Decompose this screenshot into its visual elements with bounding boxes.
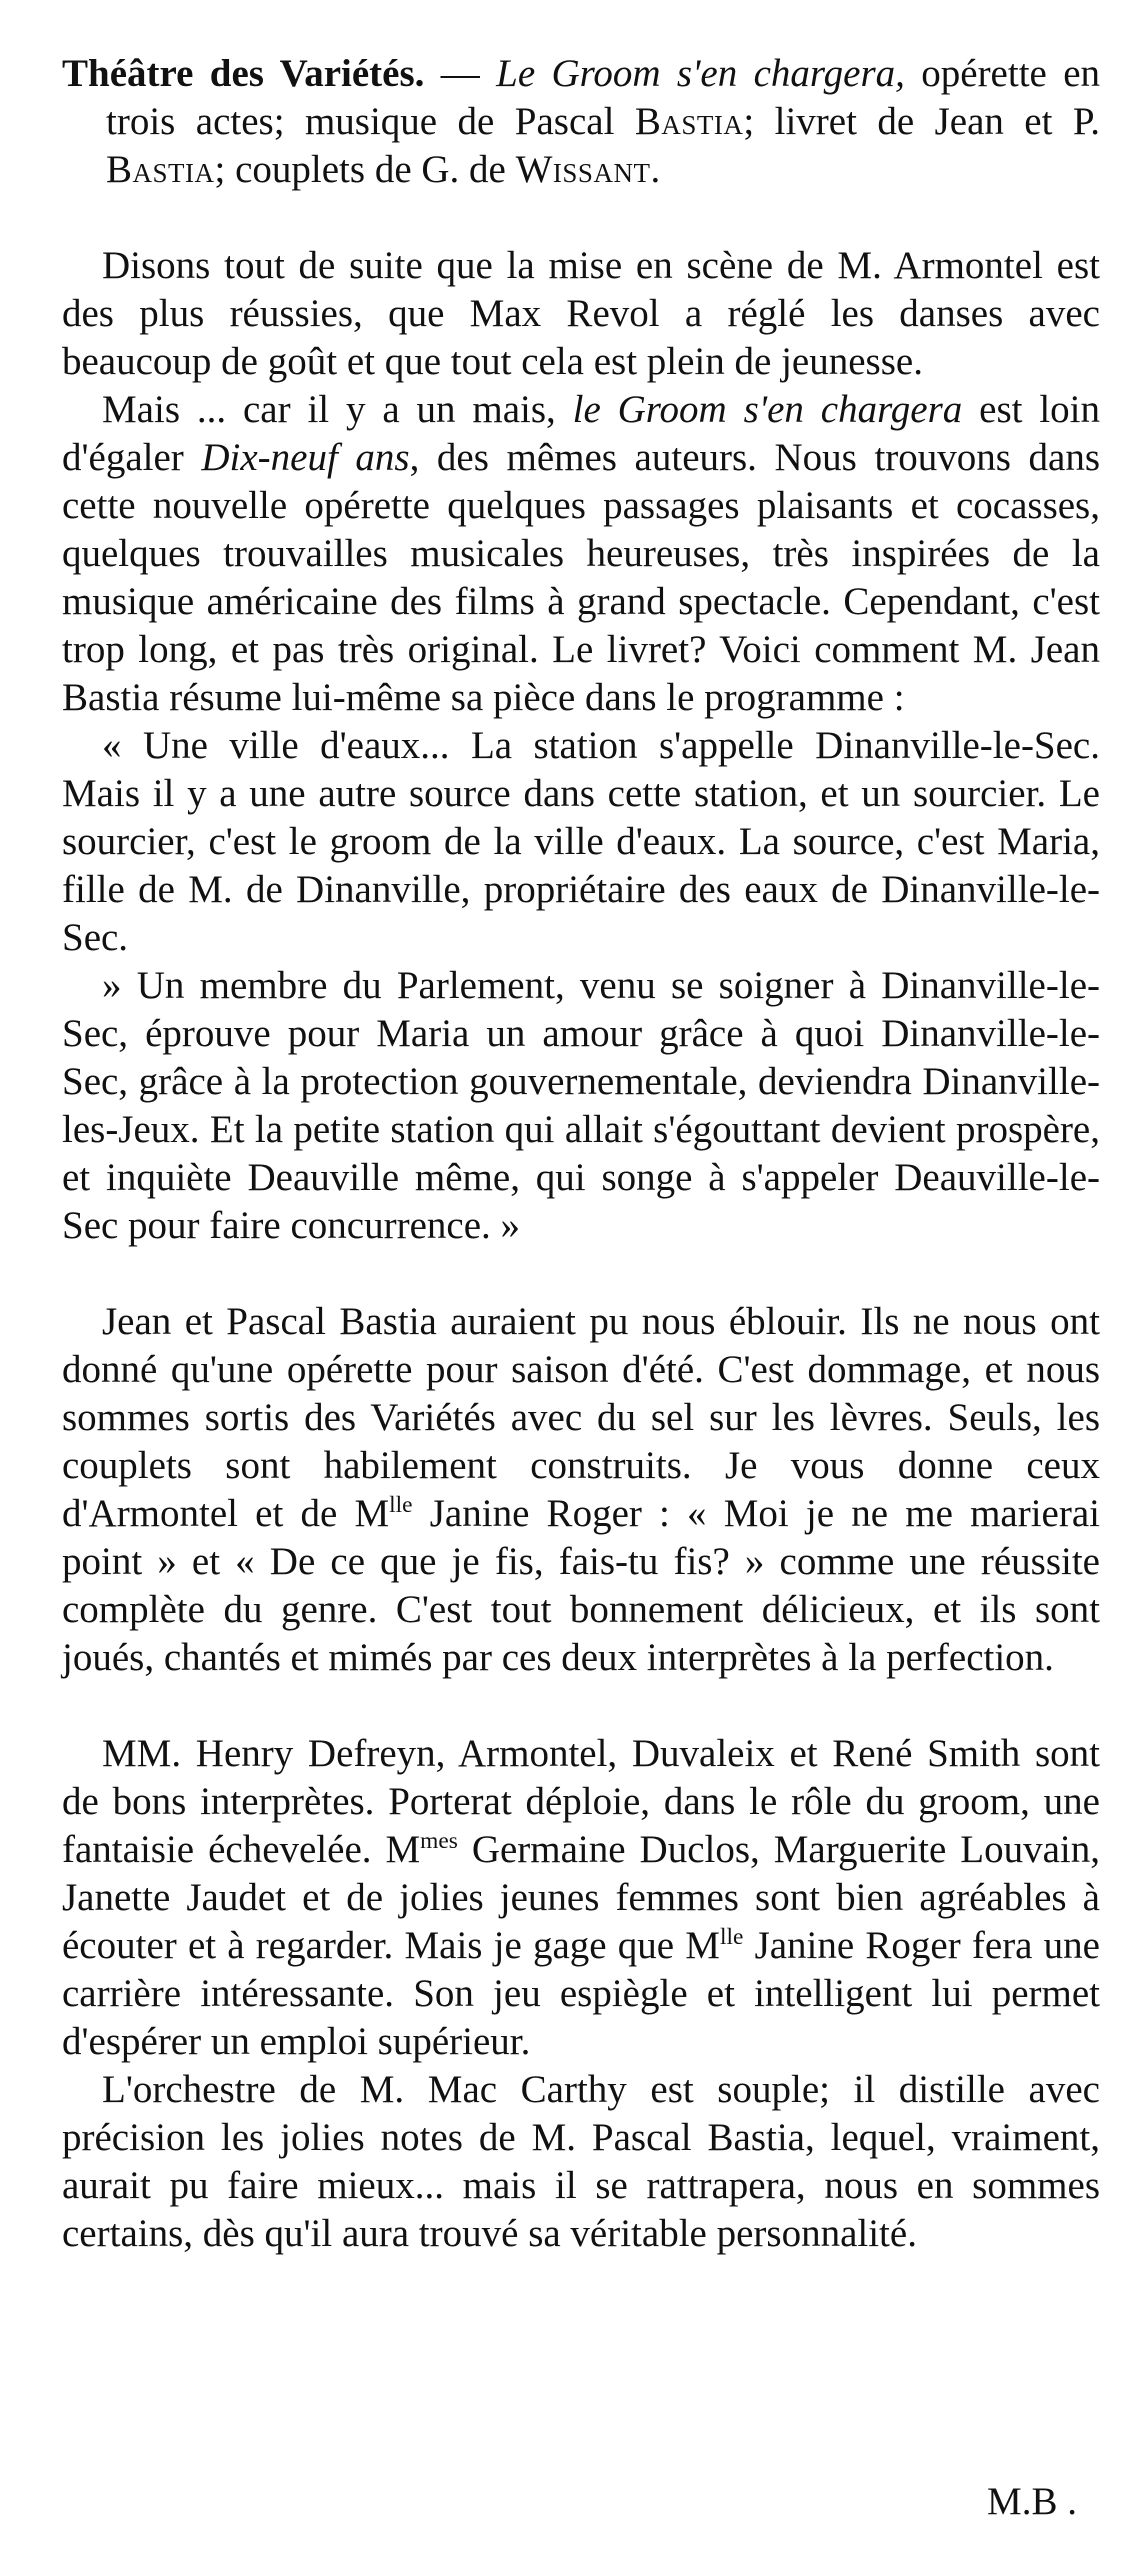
superscript: lle	[719, 1924, 744, 1950]
superscript: mes	[420, 1828, 458, 1854]
composer-name: Bastia	[634, 100, 744, 143]
paragraph-couplets	[62, 1298, 1100, 1682]
paragraph-text: MM. Henry Defreyn, Armontel, Duvaleix et René Smith sont de bons interprètes. Porterat déploie, dans le rôle du groom, une fantaisie échevelée. M	[62, 1732, 1100, 1871]
paragraph-cast	[62, 1730, 1100, 2066]
work-title: Le Groom s'en chargera,	[496, 52, 905, 95]
librettist-name: Bastia	[106, 148, 215, 191]
author-signature: M.B .	[987, 2480, 1077, 2523]
venue-name: Théâtre des Variétés.	[62, 52, 425, 95]
paragraph-staging: Disons tout de suite que la mise en scène de M. Armontel est des plus réussies, que Max Revol a réglé les danses avec beaucoup de goût et que tout cela est plein de jeunesse.	[62, 244, 1100, 383]
quote-synopsis-1: « Une ville d'eaux... La station s'appelle Dinanville-le-Sec. Mais il y a une autre source dans cette station, et un sourcier. Le sourcier, c'est le groom de la ville d'eaux. La source, c'est Maria, fille de M. de Dinanville, propriétaire des eaux de Dinanville-le-Sec.	[62, 724, 1100, 959]
paragraph-text: Mais ... car il y a un mais,	[102, 388, 573, 431]
article-heading	[62, 50, 1100, 194]
superscript: lle	[389, 1492, 413, 1518]
heading-text: opérette en trois actes; musique de Pascal	[106, 52, 1101, 143]
paragraph-critique	[62, 386, 1100, 722]
paragraph-text: Jean et Pascal Bastia auraient pu nous éblouir. Ils ne nous ont donné qu'une opérette pour saison d'été. C'est dommage, et nous sommes sortis des Variétés avec du sel sur les lèvres. Seuls, les couplets sont habilement construits. Je vous donne ceux d'Armontel et de M	[62, 1300, 1100, 1535]
paragraph-text: est loin d'égaler	[62, 388, 1101, 479]
lyricist-name: Wissant	[515, 148, 651, 191]
paragraph-text: Janine Roger fera une carrière intéressante. Son jeu espiègle et intelligent lui permet d'espérer un emploi supérieur.	[62, 1924, 1100, 2063]
paragraph-text: Janine Roger : « Moi je ne me marierai point » et « De ce que je fis, fais-tu fis? » comme une réussite complète du genre. C'est tout bonnement délicieux, et ils sont joués, chantés et mimés par ces deux interprètes à la perfection.	[62, 1492, 1100, 1679]
work-title-ref: Dix-neuf ans	[201, 436, 410, 479]
paragraph-text: Germaine Duclos, Marguerite Louvain, Janette Jaudet et de jolies jeunes femmes sont bien agréables à écouter et à regarder. Mais je gage que M	[62, 1828, 1100, 1967]
work-title-ref: le Groom s'en chargera	[572, 388, 963, 431]
quote-synopsis-2: » Un membre du Parlement, venu se soigner à Dinanville-le-Sec, éprouve pour Maria un amour grâce à quoi Dinanville-le-Sec, grâce à la protection gouvernementale, deviendra Dinanville-les-Jeux. Et la petite station qui allait s'égouttant devient prospère, et inquiète Deauville même, qui songe à s'appeler Deauville-le-Sec pour faire concurrence. »	[62, 964, 1100, 1247]
heading-text: ; couplets de G. de	[214, 148, 516, 191]
heading-dash: —	[424, 52, 497, 95]
heading-text: ; livret de Jean et P.	[743, 100, 1100, 143]
paragraph-orchestra: L'orchestre de M. Mac Carthy est souple; il distille avec précision les jolies notes de M. Pascal Bastia, lequel, vraiment, aurait pu faire mieux... mais il se rattrapera, nous en sommes certains, dès qu'il aura trouvé sa véritable personnalité.	[62, 2068, 1100, 2255]
paragraph-text: , des mêmes auteurs. Nous trouvons dans cette nouvelle opérette quelques passages plaisants et cocasses, quelques trouvailles musicales heureuses, très inspirées de la musique américaine des films à grand spectacle. Cependant, c'est trop long, et pas très original. Le livret? Voici comment M. Jean Bastia résume lui-même sa pièce dans le programme :	[62, 436, 1101, 719]
heading-end: .	[650, 148, 661, 191]
article	[62, 50, 1100, 2258]
